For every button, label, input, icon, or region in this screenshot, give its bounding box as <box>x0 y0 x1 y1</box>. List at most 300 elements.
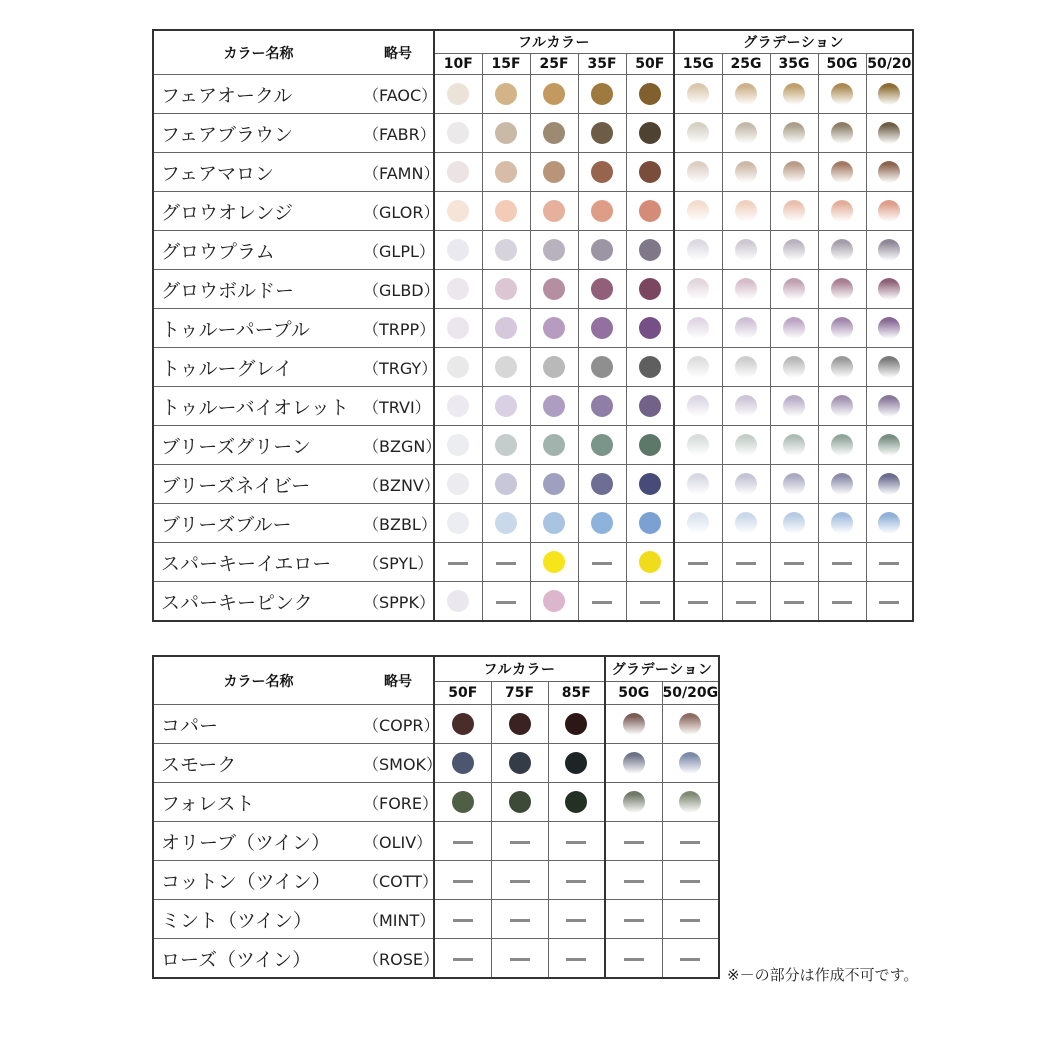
full-color-cell <box>626 348 674 387</box>
col-header-full: 85F <box>548 682 605 705</box>
full-color-cell <box>626 192 674 231</box>
gradation-cell <box>866 387 913 426</box>
unavailable-dash <box>510 919 530 922</box>
full-color-swatch <box>447 122 469 144</box>
full-color-cell <box>434 543 482 582</box>
full-color-swatch <box>639 239 661 261</box>
gradation-cell <box>722 153 770 192</box>
full-color-cell <box>626 231 674 270</box>
full-color-cell <box>626 504 674 543</box>
unavailable-dash <box>736 601 756 604</box>
gradation-cell <box>674 114 722 153</box>
gradation-cell <box>662 939 719 979</box>
full-color-cell <box>578 543 626 582</box>
gradation-swatch <box>783 200 805 222</box>
color-code: （SPPK） <box>363 582 434 622</box>
full-color-swatch <box>495 278 517 300</box>
availability-note: ※－の部分は作成不可です。 <box>727 966 919 984</box>
gradation-cell <box>662 705 719 744</box>
unavailable-dash <box>453 958 473 961</box>
gradation-swatch <box>687 395 709 417</box>
gradation-swatch <box>735 200 757 222</box>
unavailable-dash <box>510 958 530 961</box>
col-header-gradation: 50G <box>605 682 662 705</box>
gradation-swatch <box>735 161 757 183</box>
gradation-cell <box>662 861 719 900</box>
full-color-cell <box>482 231 530 270</box>
full-color-cell <box>548 822 605 861</box>
gradation-swatch <box>783 122 805 144</box>
gradation-swatch <box>878 395 900 417</box>
full-color-cell <box>530 114 578 153</box>
unavailable-dash <box>688 601 708 604</box>
full-color-swatch <box>639 512 661 534</box>
gradation-cell <box>605 822 662 861</box>
gradation-cell <box>605 900 662 939</box>
full-color-swatch <box>543 317 565 339</box>
color-code: （BZBL） <box>363 504 434 543</box>
full-color-cell <box>626 387 674 426</box>
full-color-cell <box>434 822 491 861</box>
gradation-cell <box>818 270 866 309</box>
gradation-swatch <box>735 278 757 300</box>
unavailable-dash <box>736 562 756 565</box>
gradation-cell <box>605 783 662 822</box>
gradation-cell <box>722 582 770 622</box>
gradation-swatch <box>831 434 853 456</box>
gradation-cell <box>722 75 770 114</box>
gradation-cell <box>866 426 913 465</box>
full-color-cell <box>626 582 674 622</box>
header-gradation: グラデーション <box>674 30 913 54</box>
unavailable-dash <box>832 601 852 604</box>
full-color-swatch <box>543 512 565 534</box>
gradation-swatch <box>735 395 757 417</box>
gradation-cell <box>722 426 770 465</box>
full-color-swatch <box>509 713 531 735</box>
gradation-swatch <box>783 278 805 300</box>
gradation-cell <box>818 543 866 582</box>
gradation-swatch <box>783 395 805 417</box>
full-color-cell <box>434 231 482 270</box>
full-color-swatch <box>447 590 469 612</box>
header-full-color: フルカラー <box>434 30 674 54</box>
full-color-cell <box>491 705 548 744</box>
gradation-cell <box>674 192 722 231</box>
color-code: （FAOC） <box>363 75 434 114</box>
full-color-swatch <box>452 713 474 735</box>
gradation-cell <box>818 387 866 426</box>
table-row <box>153 348 913 387</box>
full-color-cell <box>530 153 578 192</box>
color-name: スパーキーイエロー <box>153 543 363 582</box>
table-row <box>153 309 913 348</box>
full-color-cell <box>482 387 530 426</box>
unavailable-dash <box>510 880 530 883</box>
full-color-cell <box>548 783 605 822</box>
full-color-swatch <box>509 752 531 774</box>
color-name: トゥルーパープル <box>153 309 363 348</box>
unavailable-dash <box>879 562 899 565</box>
unavailable-dash <box>566 841 586 844</box>
full-color-cell <box>434 744 491 783</box>
gradation-cell <box>770 231 818 270</box>
gradation-swatch <box>878 278 900 300</box>
gradation-cell <box>674 231 722 270</box>
gradation-swatch <box>831 473 853 495</box>
gradation-swatch <box>831 356 853 378</box>
full-color-cell <box>482 153 530 192</box>
unavailable-dash <box>453 880 473 883</box>
full-color-swatch <box>543 590 565 612</box>
full-color-cell <box>434 426 482 465</box>
gradation-cell <box>818 348 866 387</box>
gradation-cell <box>674 426 722 465</box>
full-color-cell <box>626 270 674 309</box>
color-name: トゥルーバイオレット <box>153 387 363 426</box>
color-name: ブリーズネイビー <box>153 465 363 504</box>
full-color-swatch <box>452 791 474 813</box>
full-color-swatch <box>452 752 474 774</box>
gradation-swatch <box>783 83 805 105</box>
table-row <box>153 426 913 465</box>
gradation-swatch <box>878 239 900 261</box>
full-color-cell <box>548 705 605 744</box>
full-color-swatch <box>447 317 469 339</box>
gradation-cell <box>605 939 662 979</box>
gradation-swatch <box>783 434 805 456</box>
gradation-cell <box>722 465 770 504</box>
gradation-swatch <box>687 512 709 534</box>
full-color-swatch <box>447 395 469 417</box>
full-color-cell <box>626 153 674 192</box>
gradation-cell <box>722 543 770 582</box>
gradation-swatch <box>735 512 757 534</box>
full-color-swatch <box>639 356 661 378</box>
gradation-swatch <box>878 200 900 222</box>
full-color-swatch <box>447 239 469 261</box>
color-code: （FAMN） <box>363 153 434 192</box>
full-color-cell <box>482 114 530 153</box>
gradation-cell <box>674 504 722 543</box>
gradation-cell <box>866 231 913 270</box>
gradation-cell <box>722 270 770 309</box>
gradation-swatch <box>623 791 645 813</box>
color-name: ローズ（ツイン） <box>153 939 363 979</box>
gradation-swatch <box>831 395 853 417</box>
unavailable-dash <box>496 562 516 565</box>
gradation-cell <box>770 75 818 114</box>
full-color-cell <box>626 543 674 582</box>
gradation-cell <box>770 309 818 348</box>
unavailable-dash <box>592 601 612 604</box>
full-color-cell <box>530 309 578 348</box>
col-header-full: 25F <box>530 54 578 75</box>
gradation-cell <box>662 900 719 939</box>
color-name: フェアブラウン <box>153 114 363 153</box>
gradation-cell <box>674 582 722 622</box>
table-row <box>153 465 913 504</box>
gradation-swatch <box>687 83 709 105</box>
gradation-cell <box>605 861 662 900</box>
unavailable-dash <box>784 562 804 565</box>
gradation-cell <box>722 387 770 426</box>
table-row <box>153 783 719 822</box>
gradation-swatch <box>831 200 853 222</box>
table-row <box>153 744 719 783</box>
color-name: フェアオークル <box>153 75 363 114</box>
gradation-swatch <box>687 473 709 495</box>
full-color-swatch <box>591 161 613 183</box>
full-color-cell <box>482 348 530 387</box>
gradation-swatch <box>679 713 701 735</box>
color-code: （COPR） <box>363 705 434 744</box>
full-color-cell <box>434 465 482 504</box>
gradation-swatch <box>687 200 709 222</box>
full-color-cell <box>530 426 578 465</box>
header-color-name: カラー名称 <box>153 656 363 705</box>
col-header-full: 10F <box>434 54 482 75</box>
full-color-cell <box>434 114 482 153</box>
full-color-cell <box>434 387 482 426</box>
full-color-cell <box>578 192 626 231</box>
full-color-swatch <box>591 239 613 261</box>
gradation-swatch <box>687 278 709 300</box>
gradation-cell <box>722 114 770 153</box>
full-color-cell <box>530 582 578 622</box>
gradation-cell <box>770 465 818 504</box>
color-code: （BZNV） <box>363 465 434 504</box>
full-color-cell <box>434 939 491 979</box>
col-header-gradation: 25G <box>722 54 770 75</box>
full-color-cell <box>578 153 626 192</box>
color-name: スパーキーピンク <box>153 582 363 622</box>
full-color-swatch <box>543 473 565 495</box>
gradation-cell <box>866 75 913 114</box>
gradation-cell <box>662 744 719 783</box>
color-name: オリーブ（ツイン） <box>153 822 363 861</box>
table-row <box>153 582 913 622</box>
gradation-cell <box>674 270 722 309</box>
full-color-cell <box>530 465 578 504</box>
gradation-cell <box>674 153 722 192</box>
full-color-cell <box>482 582 530 622</box>
gradation-swatch <box>735 239 757 261</box>
full-color-cell <box>434 861 491 900</box>
full-color-cell <box>434 783 491 822</box>
full-color-cell <box>491 900 548 939</box>
full-color-swatch <box>543 434 565 456</box>
full-color-cell <box>491 822 548 861</box>
gradation-swatch <box>878 473 900 495</box>
full-color-swatch <box>591 473 613 495</box>
gradation-swatch <box>878 317 900 339</box>
color-code: （TRGY） <box>363 348 434 387</box>
gradation-swatch <box>623 752 645 774</box>
full-color-swatch <box>447 278 469 300</box>
color-code: （GLOR） <box>363 192 434 231</box>
gradation-swatch <box>878 434 900 456</box>
color-code: （MINT） <box>363 900 434 939</box>
gradation-cell <box>770 114 818 153</box>
full-color-swatch <box>543 551 565 573</box>
color-code: （GLBD） <box>363 270 434 309</box>
color-code: （BZGN） <box>363 426 434 465</box>
full-color-swatch <box>543 122 565 144</box>
color-code: （GLPL） <box>363 231 434 270</box>
gradation-swatch <box>687 161 709 183</box>
color-code: （FORE） <box>363 783 434 822</box>
color-code: （SPYL） <box>363 543 434 582</box>
gradation-cell <box>866 153 913 192</box>
color-name: コパー <box>153 705 363 744</box>
full-color-cell <box>626 75 674 114</box>
col-header-full: 15F <box>482 54 530 75</box>
gradation-cell <box>770 270 818 309</box>
full-color-swatch <box>639 161 661 183</box>
gradation-cell <box>770 387 818 426</box>
gradation-cell <box>722 192 770 231</box>
gradation-cell <box>722 504 770 543</box>
full-color-cell <box>548 861 605 900</box>
col-header-gradation: 50G <box>818 54 866 75</box>
full-color-swatch <box>639 434 661 456</box>
full-color-swatch <box>591 200 613 222</box>
gradation-cell <box>722 348 770 387</box>
full-color-cell <box>482 465 530 504</box>
unavailable-dash <box>566 919 586 922</box>
full-color-swatch <box>639 200 661 222</box>
gradation-cell <box>770 504 818 543</box>
gradation-swatch <box>831 512 853 534</box>
full-color-cell <box>578 348 626 387</box>
full-color-swatch <box>639 317 661 339</box>
gradation-swatch <box>878 512 900 534</box>
full-color-cell <box>578 270 626 309</box>
col-header-full: 50F <box>434 682 491 705</box>
color-code: （SMOK） <box>363 744 434 783</box>
unavailable-dash <box>453 841 473 844</box>
table-row <box>153 192 913 231</box>
full-color-cell <box>491 783 548 822</box>
unavailable-dash <box>624 880 644 883</box>
gradation-swatch <box>783 512 805 534</box>
full-color-swatch <box>495 395 517 417</box>
gradation-swatch <box>878 161 900 183</box>
unavailable-dash <box>448 562 468 565</box>
full-color-cell <box>434 153 482 192</box>
full-color-swatch <box>565 713 587 735</box>
gradation-swatch <box>735 356 757 378</box>
color-code: （TRPP） <box>363 309 434 348</box>
full-color-swatch <box>591 83 613 105</box>
gradation-swatch <box>878 356 900 378</box>
header-full-color: フルカラー <box>434 656 605 682</box>
unavailable-dash <box>510 841 530 844</box>
full-color-swatch <box>591 317 613 339</box>
gradation-swatch <box>687 317 709 339</box>
full-color-swatch <box>543 83 565 105</box>
gradation-cell <box>866 348 913 387</box>
gradation-swatch <box>687 434 709 456</box>
gradation-cell <box>722 231 770 270</box>
table-row <box>153 861 719 900</box>
table-row <box>153 705 719 744</box>
gradation-swatch <box>687 239 709 261</box>
gradation-swatch <box>735 83 757 105</box>
unavailable-dash <box>624 919 644 922</box>
full-color-cell <box>482 543 530 582</box>
gradation-cell <box>770 582 818 622</box>
color-name: グロウボルドー <box>153 270 363 309</box>
unavailable-dash <box>592 562 612 565</box>
full-color-swatch <box>591 512 613 534</box>
gradation-cell <box>818 309 866 348</box>
full-color-cell <box>578 387 626 426</box>
gradation-swatch <box>735 434 757 456</box>
gradation-swatch <box>735 317 757 339</box>
gradation-cell <box>770 426 818 465</box>
full-color-cell <box>530 75 578 114</box>
gradation-swatch <box>735 122 757 144</box>
table-row <box>153 900 719 939</box>
full-color-swatch <box>591 122 613 144</box>
gradation-cell <box>818 465 866 504</box>
full-color-swatch <box>495 239 517 261</box>
full-color-cell <box>626 114 674 153</box>
gradation-swatch <box>623 713 645 735</box>
unavailable-dash <box>688 562 708 565</box>
full-color-cell <box>530 387 578 426</box>
gradation-cell <box>866 309 913 348</box>
color-name: ブリーズグリーン <box>153 426 363 465</box>
full-color-swatch <box>509 791 531 813</box>
gradation-swatch <box>831 83 853 105</box>
full-color-cell <box>530 543 578 582</box>
full-color-swatch <box>495 122 517 144</box>
gradation-cell <box>770 348 818 387</box>
unavailable-dash <box>680 958 700 961</box>
gradation-cell <box>818 231 866 270</box>
unavailable-dash <box>680 919 700 922</box>
gradation-cell <box>662 822 719 861</box>
gradation-swatch <box>783 317 805 339</box>
full-color-cell <box>530 231 578 270</box>
full-color-cell <box>578 465 626 504</box>
full-color-swatch <box>447 512 469 534</box>
gradation-swatch <box>783 356 805 378</box>
unavailable-dash <box>680 880 700 883</box>
unavailable-dash <box>566 958 586 961</box>
table-row <box>153 387 913 426</box>
full-color-cell <box>434 192 482 231</box>
full-color-cell <box>548 900 605 939</box>
gradation-cell <box>818 504 866 543</box>
gradation-cell <box>770 543 818 582</box>
full-color-swatch <box>495 434 517 456</box>
full-color-swatch <box>543 278 565 300</box>
table-row <box>153 153 913 192</box>
unavailable-dash <box>624 841 644 844</box>
color-name: フェアマロン <box>153 153 363 192</box>
gradation-swatch <box>831 278 853 300</box>
gradation-cell <box>605 744 662 783</box>
col-header-full: 35F <box>578 54 626 75</box>
full-color-swatch <box>447 473 469 495</box>
full-color-swatch <box>565 752 587 774</box>
color-name: ブリーズブルー <box>153 504 363 543</box>
gradation-cell <box>818 192 866 231</box>
